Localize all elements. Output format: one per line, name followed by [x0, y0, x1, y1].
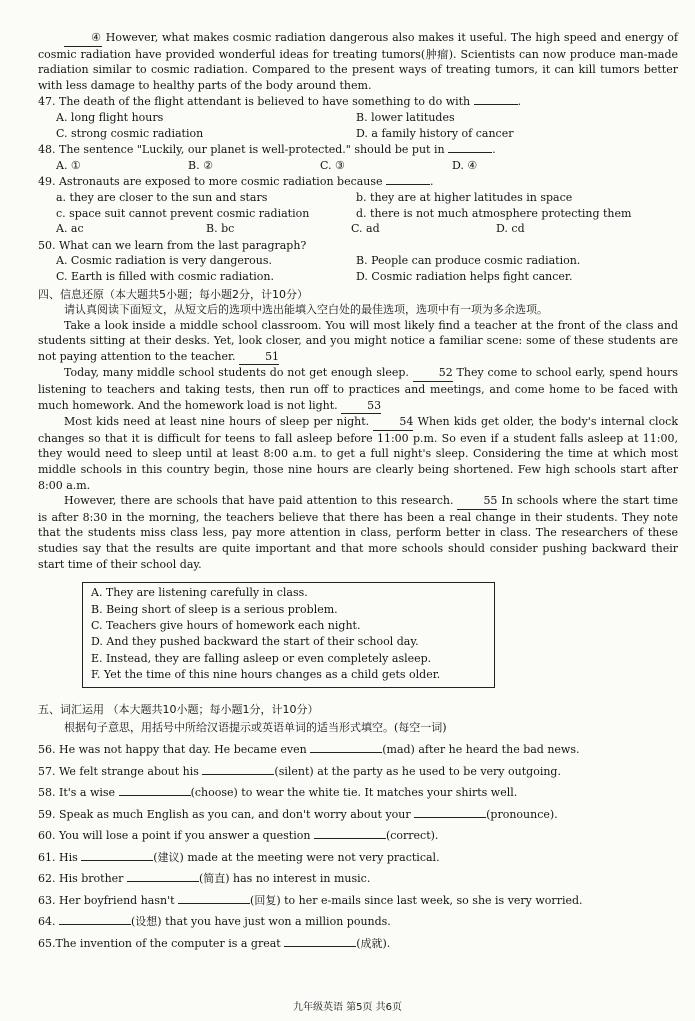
q49-stem: 49. Astronauts are exposed to more cosmic radiation because — [38, 175, 383, 189]
q48-option-c[interactable]: C. ③ — [320, 158, 345, 172]
item-63: 63. Her boyfriend hasn't (回复) to her e-mails since last week, so she is very worried. — [38, 893, 583, 907]
item-61: 61. His (建议) made at the meeting were not very practical. — [38, 850, 440, 864]
q47-option-a[interactable]: A. long flight hours — [56, 110, 164, 124]
item-62-blank[interactable] — [127, 881, 199, 882]
q49-options — [38, 221, 678, 237]
section-5-items — [38, 739, 678, 954]
q49-option-c[interactable]: C. ad — [351, 222, 380, 236]
section-4-paragraph-3: Most kids need at least nine hours of sleep per night. 54 When kids get older, the body's internal clock changes so that it is difficult for teens to fall asleep before 11:00 p.m. So even if a student falls asleep at 11:00, they would need to sleep until at least 8:00 a.m. to get a full night's sleep. Considering the time at which most middle schools in this country begin, those nine hours are clearly being shortened. Few high schools start after 8:00 a.m. — [38, 415, 678, 492]
question-48: 48. The sentence "Luckily, our planet is well-protected." should be put in . A. ① B. ② C. ③ D. ④ — [38, 142, 678, 173]
option-f[interactable]: F. Yet the time of this nine hours changes as a child gets older. — [91, 668, 441, 682]
q48-stem: 48. The sentence "Luckily, our planet is well-protected." should be put in — [38, 143, 445, 157]
item-57-blank[interactable] — [202, 774, 274, 775]
q47-options — [38, 110, 678, 141]
q48-option-b[interactable]: B. ② — [188, 158, 213, 172]
item-65-blank[interactable] — [284, 946, 356, 947]
item-58: 58. It's a wise (choose) to wear the white tie. It matches your shirts well. — [38, 786, 518, 800]
question-50 — [38, 238, 678, 285]
q49-statement-d: d. there is not much atmosphere protecting them — [356, 206, 632, 220]
section-4-instruction: 请认真阅读下面短文，从短文后的选项中选出能填入空白处的最佳选项，选项中有一项为多余选项。 — [64, 303, 548, 317]
gap-55[interactable]: 55 — [457, 493, 497, 510]
q49-option-a[interactable]: A. ac — [56, 222, 84, 236]
question-47: 47. The death of the flight attendant is believed to have something to do with . A. long flight hours B. lower latitudes C. strong cosmic radiation D. a family history of cancer — [38, 94, 678, 141]
option-a[interactable]: A. They are listening carefully in class. — [91, 586, 308, 600]
q48-options — [38, 158, 678, 174]
passage-final-text: However, what makes cosmic radiation dangerous also makes it useful. The high speed and energy of cosmic radiation have provided wonderful ideas for treating tumors(肿瘤). Scientists can now produce man-made radiation similar to cosmic radiation. Compared to the present ways of treating tumors, it can kill tumors better with less damage to healthy parts of the body around them. — [38, 31, 678, 92]
gap-51[interactable]: 51 — [239, 349, 279, 366]
q50-options — [38, 253, 678, 284]
q50-option-a[interactable]: A. Cosmic radiation is very dangerous. — [56, 254, 272, 268]
item-58-blank[interactable] — [119, 795, 191, 796]
q47-blank[interactable] — [474, 104, 518, 105]
q49-statement-b: b. they are at higher latitudes in space — [356, 190, 573, 204]
q48-blank[interactable] — [448, 152, 492, 153]
q50-option-c[interactable]: C. Earth is filled with cosmic radiation. — [56, 269, 274, 283]
q49-option-d[interactable]: D. cd — [496, 222, 525, 236]
section-4-title: 四、信息还原（本大题共5小题；每小题2分，计10分） — [38, 287, 308, 301]
q49-option-b[interactable]: B. bc — [206, 222, 235, 236]
section-4-paragraph-2: Today, many middle school students do not get enough sleep. 52 They come to school early, spend hours listening to teachers and taking tests, then run off to practices and meetings, and come home to be faced with much homework. And the homework load is not light. 53 — [38, 365, 678, 414]
item-59: 59. Speak as much English as you can, and don't worry about your (pronounce). — [38, 807, 558, 821]
q49-statement-c: c. space suit cannot prevent cosmic radiation — [56, 206, 310, 220]
gap-53[interactable]: 53 — [341, 398, 381, 415]
section-4-paragraph-4: However, there are schools that have paid attention to this research. 55 In schools where the start time is after 8:30 in the morning, the teachers believe that there has been a real change in their students. They note that the students miss class less, pay more attention in class, perform better in class. The researchers of these studies say that the results are quite important and that more schools should consider pushing backward their start time of their school day. — [38, 494, 679, 571]
gap-52[interactable]: 52 — [413, 365, 453, 382]
item-56-blank[interactable] — [310, 752, 382, 753]
q48-option-d[interactable]: D. ④ — [452, 158, 478, 172]
q47-option-c[interactable]: C. strong cosmic radiation — [56, 126, 204, 140]
item-61-blank[interactable] — [81, 860, 153, 861]
q49-statements — [38, 190, 678, 221]
section-5-instruction: 根据句子意思，用括号中所给汉语提示或英语单词的适当形式填空。(每空一词) — [64, 721, 447, 735]
section-4-options-box — [82, 582, 495, 687]
q50-option-d[interactable]: D. Cosmic radiation helps fight cancer. — [356, 269, 573, 283]
q47-option-d[interactable]: D. a family history of cancer — [356, 126, 514, 140]
option-b[interactable]: B. Being short of sleep is a serious problem. — [91, 602, 338, 616]
item-65: 65.The invention of the computer is a great (成就). — [38, 936, 391, 950]
q47-stem: 47. The death of the flight attendant is believed to have something to do with — [38, 95, 471, 109]
q50-option-b[interactable]: B. People can produce cosmic radiation. — [356, 254, 581, 268]
section-4-paragraph-1: Take a look inside a middle school classroom. You will most likely find a teacher at the front of the class and students sitting at their desks. Yet, look closer, and you might notice a familiar scene: some of these students are not paying attention to the teacher. 51 — [38, 318, 678, 366]
q49-statement-a: a. they are closer to the sun and stars — [56, 190, 268, 204]
item-62: 62. His brother (简直) has no interest in music. — [38, 872, 371, 886]
item-56: 56. He was not happy that day. He became even (mad) after he heard the bad news. — [38, 743, 580, 757]
option-d[interactable]: D. And they pushed backward the start of their school day. — [91, 635, 419, 649]
gap-54[interactable]: 54 — [373, 414, 413, 431]
question-49: 49. Astronauts are exposed to more cosmic radiation because . a. they are closer to the sun and stars b. they are at higher latitudes in space c. space suit cannot prevent cosmic radiation d. there is not much atmosphere protecting them A. ac B. bc C. ad D. cd — [38, 174, 678, 236]
item-64: 64. (设想) that you have just won a million pounds. — [38, 915, 391, 929]
q47-option-b[interactable]: B. lower latitudes — [356, 110, 455, 124]
passage-final-paragraph — [38, 30, 678, 93]
q50-stem: 50. What can we learn from the last paragraph? — [38, 238, 307, 252]
q48-option-a[interactable]: A. ① — [56, 158, 81, 172]
option-e[interactable]: E. Instead, they are falling asleep or even completely asleep. — [91, 651, 432, 665]
page-footer: 九年级英语 第5页 共6页 — [292, 1002, 403, 1013]
item-63-blank[interactable] — [178, 903, 250, 904]
item-59-blank[interactable] — [414, 817, 486, 818]
item-57: 57. We felt strange about his (silent) at the party as he used to be very outgoing. — [38, 764, 561, 778]
gap-4: ④ — [64, 30, 102, 47]
q49-blank[interactable] — [386, 184, 430, 185]
item-60-blank[interactable] — [314, 838, 386, 839]
item-60: 60. You will lose a point if you answer a question (correct). — [38, 829, 439, 843]
section-5-title: 五、词汇运用 （本大题共10小题；每小题1分，计10分） — [38, 702, 319, 716]
exam-page — [38, 30, 678, 954]
item-64-blank[interactable] — [59, 924, 131, 925]
option-c[interactable]: C. Teachers give hours of homework each night. — [91, 619, 361, 632]
